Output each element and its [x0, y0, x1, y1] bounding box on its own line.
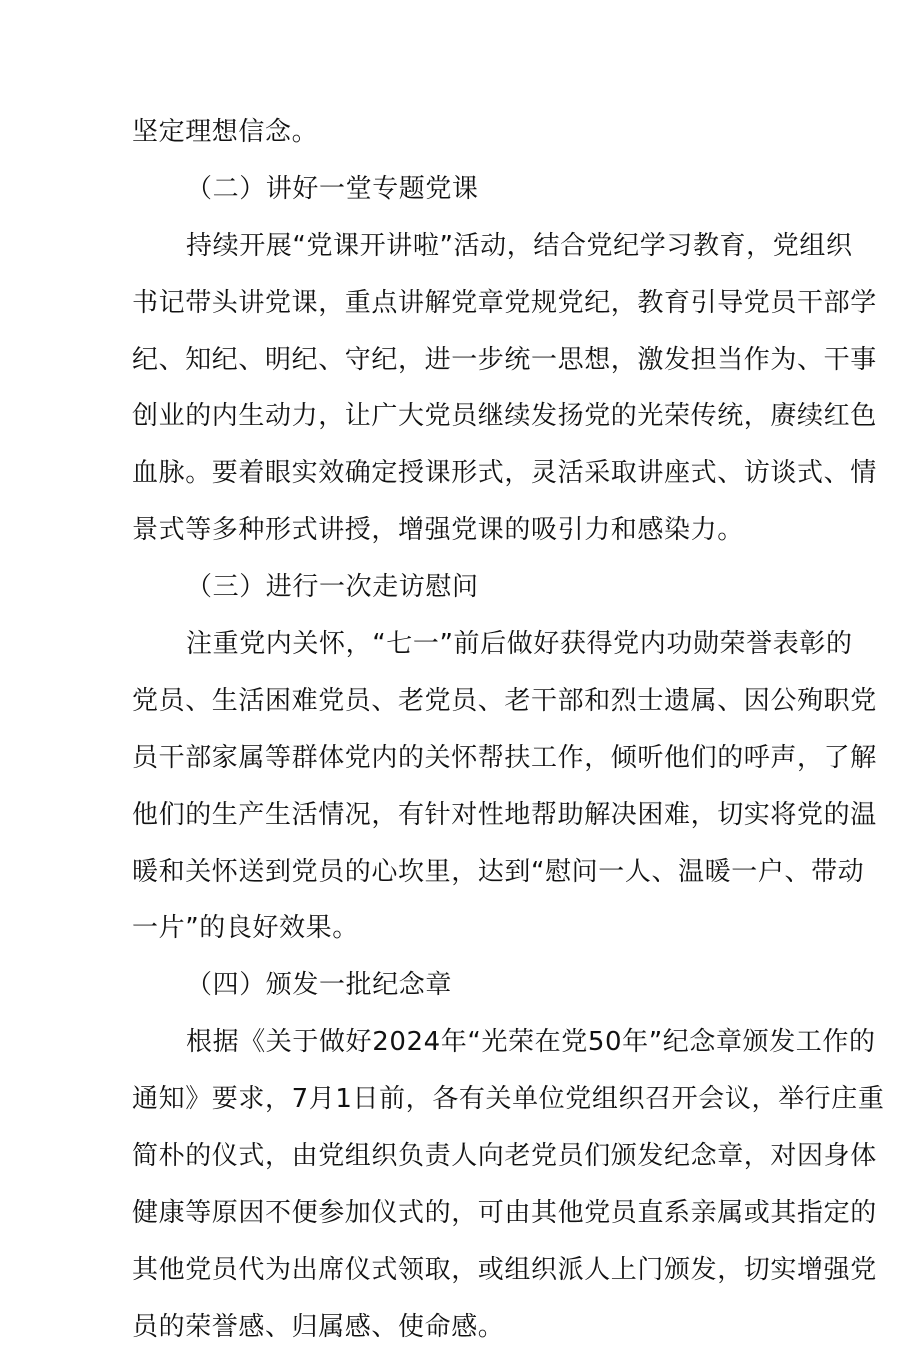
text-line: 注重党内关怀，“七一”前后做好获得党内功勋荣誉表彰的	[186, 629, 853, 660]
text-line: 书记带头讲党课，重点讲解党章党规党纪，教育引导党员干部学	[132, 287, 877, 318]
text-line: 党员、生活困难党员、老党员、老干部和烈士遗属、因公殉职党	[132, 685, 877, 716]
text-line: （二）讲好一堂专题党课	[186, 173, 479, 204]
text-line: （三）进行一次走访慰问	[186, 572, 479, 603]
text-line: 坚定理想信念。	[132, 117, 319, 147]
text-line: 一片”的良好效果。	[132, 913, 359, 944]
text-line: 健康等原因不便参加仪式的，可由其他党员直系亲属或其指定的	[132, 1197, 877, 1228]
text-line: 员的荣誉感、归属感、使命感。	[132, 1311, 505, 1342]
text-line: 暖和关怀送到党员的心坎里，达到“慰问一人、温暖一户、带动	[132, 856, 865, 887]
text-line: 他们的生产生活情况，有针对性地帮助解决困难，切实将党的温	[132, 799, 877, 830]
text-line: 简朴的仪式，由党组织负责人向老党员们颁发纪念章，对因身体	[132, 1141, 877, 1172]
text-line: 根据《关于做好2024年“光荣在党50年”纪念章颁发工作的	[186, 1027, 876, 1058]
text-line: 创业的内生动力，让广大党员继续发扬党的光荣传统，赓续红色	[132, 401, 877, 432]
text-line: 景式等多种形式讲授，增强党课的吸引力和感染力。	[132, 515, 744, 546]
text-line: 通知》要求，7月1日前，各有关单位党组织召开会议，举行庄重	[132, 1084, 885, 1115]
text-line: 其他党员代为出席仪式领取，或组织派人上门颁发，切实增强党	[132, 1254, 877, 1285]
text-line: 持续开展“党课开讲啦”活动，结合党纪学习教育，党组织	[186, 230, 853, 261]
text-line: 血脉。要着眼实效确定授课形式，灵活采取讲座式、访谈式、情	[132, 458, 877, 489]
document-body	[132, 104, 885, 1356]
text-line: 员干部家属等群体党内的关怀帮扶工作，倾听他们的呼声，了解	[132, 742, 877, 773]
text-line: （四）颁发一批纪念章	[186, 970, 453, 1001]
text-line: 纪、知纪、明纪、守纪，进一步统一思想，激发担当作为、干事	[132, 344, 877, 375]
